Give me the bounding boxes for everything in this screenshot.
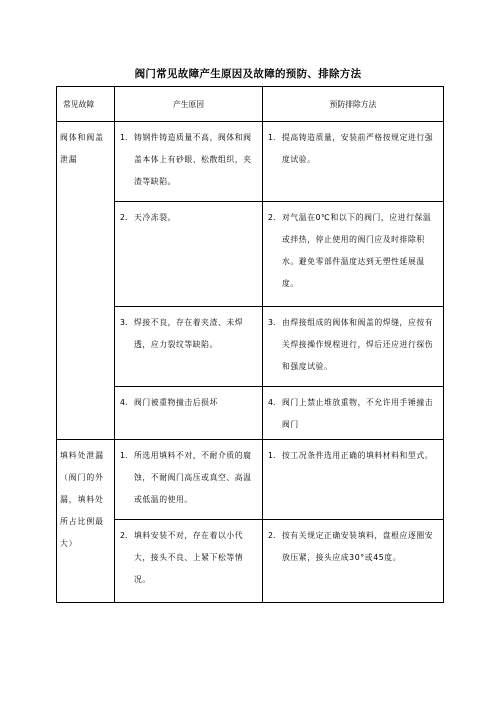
fix-number: 2. [268, 531, 276, 540]
fix-cell [263, 520, 444, 603]
fix-text: 由焊接组成的阀体和阀盖的焊缝，应按有关焊接操作规程进行，焊后还应进行探伤和强度试验。 [282, 318, 434, 371]
fix-number: 4. [268, 398, 276, 407]
cause-cell [115, 202, 263, 307]
fix-cell [263, 387, 444, 440]
fix-cell [263, 307, 444, 387]
cause-text: 铸钢件铸造质量不高，阀体和阀盖本体上有砂眼、松散组织，夹渣等缺陷。 [134, 133, 252, 186]
fix-cell [263, 440, 444, 520]
cause-text: 填料安装不对，存在着以小代大，接头不良、上紧下松等情况。 [134, 531, 244, 584]
table-row [57, 520, 444, 603]
cause-cell [115, 520, 263, 603]
table-row [57, 387, 444, 440]
cause-cell [115, 387, 263, 440]
fix-text: 提高铸造质量，安装前严格按规定进行强度试验。 [282, 133, 434, 164]
cause-cell [115, 122, 263, 202]
cause-cell [115, 307, 263, 387]
table-row [57, 307, 444, 387]
table-header-row [57, 87, 444, 122]
header-cause: 产生原因 [115, 87, 263, 122]
table-row [57, 202, 444, 307]
table-row [57, 440, 444, 520]
fix-text: 对气温在0℃和以下的阀门，应进行保温或拌热，停止使用的阀门应及时排除积水。避免零部件温度达到无塑性延展温度。 [282, 213, 432, 288]
cause-text: 所选用填料不对，不耐介质的腐蚀，不耐阀门高压或真空、高温或低温的使用。 [134, 451, 252, 504]
fault-label: 填料处泄漏（阀门的外漏，填料处所占比例最大） [60, 451, 104, 548]
cause-number: 2. [120, 531, 128, 540]
fix-cell [263, 202, 444, 307]
header-fault: 常见故障 [57, 87, 115, 122]
cause-text: 焊接不良，存在着夹渣、未焊透，应力裂纹等缺陷。 [134, 318, 244, 349]
fix-number: 3. [268, 318, 276, 327]
document-title: 阀门常见故障产生原因及故障的预防、排除方法 [134, 68, 362, 80]
fix-text: 按有关规定正确安装填料，盘根应逐圈安放压紧，接头应成30°或45度。 [282, 531, 434, 562]
fix-number: 1. [268, 133, 276, 142]
cause-number: 2. [120, 213, 128, 222]
table-row [57, 122, 444, 202]
cause-cell [115, 440, 263, 520]
fault-label: 阀体和阀盖泄漏 [60, 133, 104, 164]
fault-cell [57, 440, 115, 603]
cause-text: 天冷冻裂。 [134, 213, 176, 222]
fault-table [56, 86, 444, 603]
header-fix: 预防排除方法 [263, 87, 444, 122]
fix-cell [263, 122, 444, 202]
fix-number: 2. [268, 213, 276, 222]
fix-text: 阀门上禁止堆放重物，不允许用手锤撞击阀门 [282, 398, 434, 429]
cause-number: 4. [120, 398, 128, 407]
fix-text: 按工况条件选用正确的填料材料和型式。 [282, 451, 434, 460]
fault-cell [57, 122, 115, 440]
cause-number: 3. [120, 318, 128, 327]
cause-text: 阀门被重物撞击后损坏 [134, 398, 218, 407]
fix-number: 1. [268, 451, 276, 460]
cause-number: 1. [120, 451, 128, 460]
cause-number: 1. [120, 133, 128, 142]
